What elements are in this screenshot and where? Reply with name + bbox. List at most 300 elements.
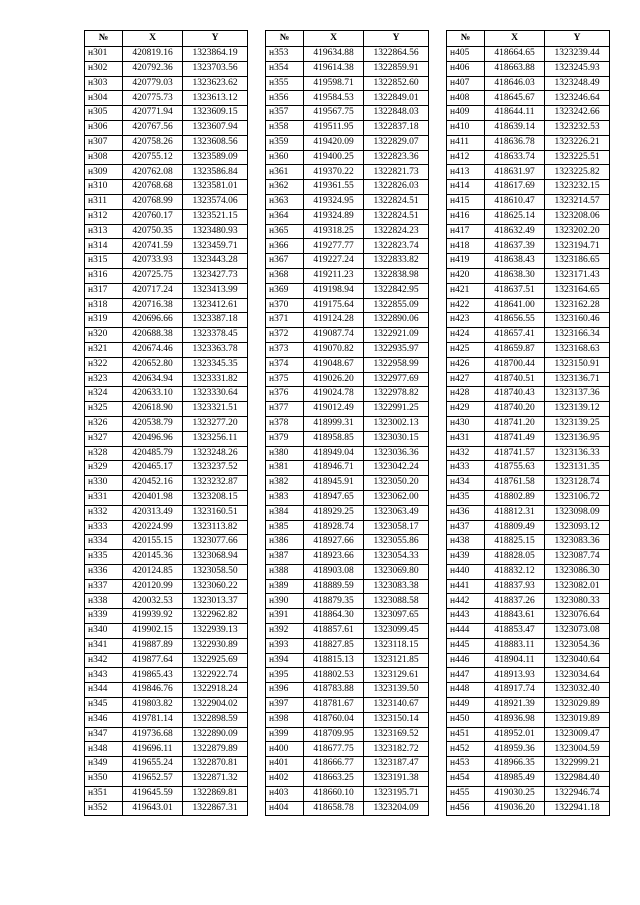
table-row — [85, 579, 248, 594]
x-coordinate-cell: 420155.15 — [123, 535, 183, 550]
table-row — [85, 357, 248, 372]
x-coordinate-cell: 419277.77 — [304, 239, 364, 254]
x-coordinate-cell: 418952.01 — [485, 727, 545, 742]
y-coordinate-cell: 1322946.74 — [545, 786, 610, 801]
y-coordinate-cell: 1323226.21 — [545, 135, 610, 150]
table-row — [85, 416, 248, 431]
y-coordinate-cell: 1322823.36 — [364, 150, 429, 165]
y-coordinate-cell: 1322821.73 — [364, 165, 429, 180]
x-coordinate-cell: 418638.43 — [485, 254, 545, 269]
point-number-cell: н384 — [266, 505, 304, 520]
point-number-cell: н432 — [447, 446, 485, 461]
y-coordinate-cell: 1323093.12 — [545, 520, 610, 535]
x-coordinate-cell: 420032.53 — [123, 594, 183, 609]
table-row — [447, 476, 610, 491]
table-row — [85, 653, 248, 668]
y-coordinate-cell: 1323058.50 — [183, 564, 248, 579]
point-number-cell: н374 — [266, 357, 304, 372]
y-coordinate-cell: 1323412.61 — [183, 298, 248, 313]
y-coordinate-cell: 1323232.15 — [545, 180, 610, 195]
y-coordinate-cell: 1323129.61 — [364, 668, 429, 683]
y-coordinate-cell: 1322898.59 — [183, 712, 248, 727]
x-coordinate-cell: 418631.97 — [485, 165, 545, 180]
y-coordinate-cell: 1322935.97 — [364, 342, 429, 357]
y-coordinate-cell: 1323136.95 — [545, 431, 610, 446]
point-number-cell: н379 — [266, 431, 304, 446]
point-number-cell: н348 — [85, 742, 123, 757]
point-number-cell: н339 — [85, 609, 123, 624]
x-coordinate-cell: 419696.11 — [123, 742, 183, 757]
y-coordinate-cell: 1322870.81 — [183, 757, 248, 772]
point-number-cell: н381 — [266, 461, 304, 476]
x-coordinate-cell: 418936.98 — [485, 712, 545, 727]
table-row — [266, 91, 429, 106]
point-number-cell: н305 — [85, 106, 123, 121]
x-coordinate-cell: 420768.99 — [123, 194, 183, 209]
x-coordinate-cell: 418966.35 — [485, 757, 545, 772]
point-number-cell: н364 — [266, 209, 304, 224]
point-number-cell: н435 — [447, 490, 485, 505]
x-coordinate-cell: 418828.05 — [485, 550, 545, 565]
x-coordinate-cell: 419420.09 — [304, 135, 364, 150]
x-coordinate-cell: 419124.28 — [304, 313, 364, 328]
y-coordinate-cell: 1322962.82 — [183, 609, 248, 624]
table-row — [447, 106, 610, 121]
x-coordinate-cell: 418761.58 — [485, 476, 545, 491]
table-row — [266, 135, 429, 150]
point-number-cell: н346 — [85, 712, 123, 727]
point-number-cell: н325 — [85, 402, 123, 417]
table-row — [85, 209, 248, 224]
y-coordinate-cell: 1323150.91 — [545, 357, 610, 372]
y-coordinate-cell: 1323248.26 — [183, 446, 248, 461]
y-coordinate-cell: 1322864.56 — [364, 47, 429, 62]
table-row — [85, 165, 248, 180]
y-coordinate-cell: 1323076.64 — [545, 609, 610, 624]
y-coordinate-cell: 1322978.82 — [364, 387, 429, 402]
y-coordinate-cell: 1323521.15 — [183, 209, 248, 224]
point-number-cell: н410 — [447, 120, 485, 135]
table-row — [447, 550, 610, 565]
table-row — [85, 638, 248, 653]
point-number-cell: н448 — [447, 683, 485, 698]
y-coordinate-cell: 1323136.71 — [545, 372, 610, 387]
y-coordinate-cell: 1323239.44 — [545, 47, 610, 62]
x-coordinate-cell: 418917.74 — [485, 683, 545, 698]
table-row — [447, 461, 610, 476]
x-coordinate-cell: 420779.03 — [123, 76, 183, 91]
y-coordinate-cell: 1323054.33 — [364, 550, 429, 565]
table-row — [85, 224, 248, 239]
y-coordinate-cell: 1323063.49 — [364, 505, 429, 520]
x-coordinate-cell: 420688.38 — [123, 328, 183, 343]
table-row — [447, 194, 610, 209]
x-coordinate-cell: 420717.24 — [123, 283, 183, 298]
x-coordinate-cell: 418755.63 — [485, 461, 545, 476]
point-number-cell: н382 — [266, 476, 304, 491]
x-coordinate-cell: 418904.11 — [485, 653, 545, 668]
point-number-cell: н452 — [447, 742, 485, 757]
point-number-cell: н454 — [447, 772, 485, 787]
table-row — [85, 313, 248, 328]
x-coordinate-cell: 418783.88 — [304, 683, 364, 698]
point-number-cell: н354 — [266, 61, 304, 76]
y-coordinate-cell: 1323080.33 — [545, 594, 610, 609]
table-row — [447, 224, 610, 239]
x-coordinate-cell: 418923.66 — [304, 550, 364, 565]
x-coordinate-cell: 418812.31 — [485, 505, 545, 520]
table-row — [85, 180, 248, 195]
point-number-cell: н335 — [85, 550, 123, 565]
table-row — [266, 624, 429, 639]
x-coordinate-cell: 419175.64 — [304, 298, 364, 313]
y-coordinate-cell: 1322904.02 — [183, 698, 248, 713]
point-number-cell: н341 — [85, 638, 123, 653]
x-coordinate-cell: 419645.59 — [123, 786, 183, 801]
y-coordinate-cell: 1322824.51 — [364, 209, 429, 224]
x-coordinate-cell: 420819.16 — [123, 47, 183, 62]
table-row — [447, 165, 610, 180]
point-number-cell: н368 — [266, 268, 304, 283]
table-row — [266, 268, 429, 283]
table-row — [266, 106, 429, 121]
table-row — [266, 76, 429, 91]
y-coordinate-cell: 1322869.81 — [183, 786, 248, 801]
x-coordinate-cell: 419087.74 — [304, 328, 364, 343]
point-number-cell: н361 — [266, 165, 304, 180]
y-coordinate-cell: 1323054.36 — [545, 638, 610, 653]
point-number-cell: н375 — [266, 372, 304, 387]
table-row — [85, 786, 248, 801]
y-coordinate-cell: 1322890.09 — [183, 727, 248, 742]
point-number-cell: н338 — [85, 594, 123, 609]
y-coordinate-cell: 1323139.12 — [545, 402, 610, 417]
x-coordinate-cell: 419584.53 — [304, 91, 364, 106]
y-coordinate-cell: 1323050.20 — [364, 476, 429, 491]
y-coordinate-cell: 1323139.25 — [545, 416, 610, 431]
table-row — [85, 254, 248, 269]
y-coordinate-cell: 1323002.13 — [364, 416, 429, 431]
y-coordinate-cell: 1322890.06 — [364, 313, 429, 328]
point-number-cell: н449 — [447, 698, 485, 713]
point-number-cell: н324 — [85, 387, 123, 402]
table-row — [447, 283, 610, 298]
point-number-cell: н391 — [266, 609, 304, 624]
point-number-cell: н430 — [447, 416, 485, 431]
y-coordinate-cell: 1322939.13 — [183, 624, 248, 639]
table-row — [85, 194, 248, 209]
y-coordinate-cell: 1323345.35 — [183, 357, 248, 372]
x-coordinate-cell: 419736.68 — [123, 727, 183, 742]
point-number-cell: н395 — [266, 668, 304, 683]
point-number-cell: н323 — [85, 372, 123, 387]
point-number-cell: н419 — [447, 254, 485, 269]
x-coordinate-cell: 418660.10 — [304, 786, 364, 801]
y-coordinate-cell: 1322848.03 — [364, 106, 429, 121]
point-number-cell: н388 — [266, 564, 304, 579]
y-coordinate-cell: 1323242.66 — [545, 106, 610, 121]
y-coordinate-cell: 1322842.95 — [364, 283, 429, 298]
table-row — [85, 61, 248, 76]
point-number-cell: н420 — [447, 268, 485, 283]
y-coordinate-cell: 1323073.08 — [545, 624, 610, 639]
y-coordinate-cell: 1323232.53 — [545, 120, 610, 135]
y-coordinate-cell: 1323623.62 — [183, 76, 248, 91]
point-number-cell: н417 — [447, 224, 485, 239]
table-row — [85, 742, 248, 757]
point-number-cell: н405 — [447, 47, 485, 62]
y-coordinate-cell: 1323609.15 — [183, 106, 248, 121]
table-row — [447, 402, 610, 417]
x-coordinate-cell: 418740.20 — [485, 402, 545, 417]
point-number-cell: н304 — [85, 91, 123, 106]
point-number-cell: н367 — [266, 254, 304, 269]
x-coordinate-cell: 420496.96 — [123, 431, 183, 446]
column-header-x: X — [304, 31, 364, 47]
point-number-cell: н436 — [447, 505, 485, 520]
point-number-cell: н441 — [447, 579, 485, 594]
x-coordinate-cell: 420768.68 — [123, 180, 183, 195]
x-coordinate-cell: 418857.61 — [304, 624, 364, 639]
point-number-cell: н336 — [85, 564, 123, 579]
point-number-cell: н421 — [447, 283, 485, 298]
x-coordinate-cell: 419865.43 — [123, 668, 183, 683]
y-coordinate-cell: 1323009.47 — [545, 727, 610, 742]
y-coordinate-cell: 1323363.78 — [183, 342, 248, 357]
y-coordinate-cell: 1323195.71 — [364, 786, 429, 801]
table-row — [447, 579, 610, 594]
y-coordinate-cell: 1323160.51 — [183, 505, 248, 520]
x-coordinate-cell: 418825.15 — [485, 535, 545, 550]
table-row — [85, 461, 248, 476]
point-number-cell: н439 — [447, 550, 485, 565]
point-number-cell: н394 — [266, 653, 304, 668]
point-number-cell: н415 — [447, 194, 485, 209]
y-coordinate-cell: 1323427.73 — [183, 268, 248, 283]
y-coordinate-cell: 1323034.64 — [545, 668, 610, 683]
x-coordinate-cell: 418637.39 — [485, 239, 545, 254]
x-coordinate-cell: 418781.67 — [304, 698, 364, 713]
table-row — [266, 683, 429, 698]
coordinates-table-3 — [446, 30, 610, 816]
y-coordinate-cell: 1323128.74 — [545, 476, 610, 491]
x-coordinate-cell: 419846.76 — [123, 683, 183, 698]
point-number-cell: н378 — [266, 416, 304, 431]
table-row — [266, 194, 429, 209]
y-coordinate-cell: 1323019.89 — [545, 712, 610, 727]
point-number-cell: н357 — [266, 106, 304, 121]
x-coordinate-cell: 419652.57 — [123, 772, 183, 787]
y-coordinate-cell: 1323004.59 — [545, 742, 610, 757]
y-coordinate-cell: 1323256.11 — [183, 431, 248, 446]
point-number-cell: н409 — [447, 106, 485, 121]
table-row — [85, 150, 248, 165]
point-number-cell: н396 — [266, 683, 304, 698]
point-number-cell: н438 — [447, 535, 485, 550]
table-row — [447, 624, 610, 639]
point-number-cell: н358 — [266, 120, 304, 135]
point-number-cell: н317 — [85, 283, 123, 298]
x-coordinate-cell: 418883.11 — [485, 638, 545, 653]
table-row — [447, 150, 610, 165]
table-row — [85, 431, 248, 446]
point-number-cell: н423 — [447, 313, 485, 328]
table-row — [447, 535, 610, 550]
y-coordinate-cell: 1323160.46 — [545, 313, 610, 328]
table-row — [447, 239, 610, 254]
y-coordinate-cell: 1323069.80 — [364, 564, 429, 579]
table-row — [266, 535, 429, 550]
table-row — [85, 328, 248, 343]
y-coordinate-cell: 1322984.40 — [545, 772, 610, 787]
table-row — [85, 342, 248, 357]
point-number-cell: н402 — [266, 772, 304, 787]
table-row — [266, 357, 429, 372]
table-row — [266, 668, 429, 683]
point-number-cell: н428 — [447, 387, 485, 402]
table-row — [447, 698, 610, 713]
table-row — [447, 328, 610, 343]
y-coordinate-cell: 1323083.36 — [545, 535, 610, 550]
y-coordinate-cell: 1323121.85 — [364, 653, 429, 668]
y-coordinate-cell: 1322852.60 — [364, 76, 429, 91]
x-coordinate-cell: 420618.90 — [123, 402, 183, 417]
y-coordinate-cell: 1323589.09 — [183, 150, 248, 165]
x-coordinate-cell: 419567.75 — [304, 106, 364, 121]
y-coordinate-cell: 1323608.56 — [183, 135, 248, 150]
table-row — [266, 254, 429, 269]
table-row — [266, 120, 429, 135]
point-number-cell: н413 — [447, 165, 485, 180]
table-row — [266, 209, 429, 224]
point-number-cell: н451 — [447, 727, 485, 742]
y-coordinate-cell: 1323864.19 — [183, 47, 248, 62]
x-coordinate-cell: 420771.94 — [123, 106, 183, 121]
column-header-number: № — [85, 31, 123, 47]
x-coordinate-cell: 418760.04 — [304, 712, 364, 727]
table-row — [266, 653, 429, 668]
x-coordinate-cell: 420485.79 — [123, 446, 183, 461]
y-coordinate-cell: 1323086.30 — [545, 564, 610, 579]
y-coordinate-cell: 1322941.18 — [545, 801, 610, 816]
table-row — [85, 135, 248, 150]
y-coordinate-cell: 1322922.74 — [183, 668, 248, 683]
point-number-cell: н331 — [85, 490, 123, 505]
point-number-cell: н313 — [85, 224, 123, 239]
table-row — [447, 757, 610, 772]
point-number-cell: н320 — [85, 328, 123, 343]
x-coordinate-cell: 418638.30 — [485, 268, 545, 283]
point-number-cell: н397 — [266, 698, 304, 713]
y-coordinate-cell: 1323097.65 — [364, 609, 429, 624]
y-coordinate-cell: 1322925.69 — [183, 653, 248, 668]
y-coordinate-cell: 1322991.25 — [364, 402, 429, 417]
point-number-cell: н322 — [85, 357, 123, 372]
table-row — [85, 712, 248, 727]
table-row — [266, 180, 429, 195]
y-coordinate-cell: 1323277.20 — [183, 416, 248, 431]
table-row — [85, 757, 248, 772]
x-coordinate-cell: 418656.55 — [485, 313, 545, 328]
x-coordinate-cell: 418889.59 — [304, 579, 364, 594]
table-row — [447, 76, 610, 91]
x-coordinate-cell: 419634.88 — [304, 47, 364, 62]
point-number-cell: н301 — [85, 47, 123, 62]
table-row — [266, 402, 429, 417]
table-row — [85, 387, 248, 402]
table-row — [266, 446, 429, 461]
point-number-cell: н416 — [447, 209, 485, 224]
point-number-cell: н386 — [266, 535, 304, 550]
y-coordinate-cell: 1323225.82 — [545, 165, 610, 180]
y-coordinate-cell: 1322838.98 — [364, 268, 429, 283]
table-row — [266, 431, 429, 446]
point-number-cell: н412 — [447, 150, 485, 165]
column-header-number: № — [447, 31, 485, 47]
x-coordinate-cell: 419211.23 — [304, 268, 364, 283]
y-coordinate-cell: 1323225.51 — [545, 150, 610, 165]
table-row — [266, 298, 429, 313]
table-row — [266, 564, 429, 579]
point-number-cell: н453 — [447, 757, 485, 772]
x-coordinate-cell: 418921.39 — [485, 698, 545, 713]
table-row — [266, 505, 429, 520]
point-number-cell: н401 — [266, 757, 304, 772]
y-coordinate-cell: 1323106.72 — [545, 490, 610, 505]
table-row — [85, 283, 248, 298]
x-coordinate-cell: 418947.65 — [304, 490, 364, 505]
point-number-cell: н372 — [266, 328, 304, 343]
table-row — [447, 638, 610, 653]
y-coordinate-cell: 1323331.82 — [183, 372, 248, 387]
x-coordinate-cell: 418633.74 — [485, 150, 545, 165]
table-row — [85, 668, 248, 683]
y-coordinate-cell: 1323169.52 — [364, 727, 429, 742]
x-coordinate-cell: 418677.75 — [304, 742, 364, 757]
y-coordinate-cell: 1323246.64 — [545, 91, 610, 106]
x-coordinate-cell: 420762.08 — [123, 165, 183, 180]
table-row — [447, 91, 610, 106]
x-coordinate-cell: 420760.17 — [123, 209, 183, 224]
point-number-cell: н440 — [447, 564, 485, 579]
table-header-row — [85, 31, 248, 47]
y-coordinate-cell: 1323029.89 — [545, 698, 610, 713]
y-coordinate-cell: 1323099.45 — [364, 624, 429, 639]
x-coordinate-cell: 418741.49 — [485, 431, 545, 446]
x-coordinate-cell: 420124.85 — [123, 564, 183, 579]
x-coordinate-cell: 418663.88 — [485, 61, 545, 76]
table-row — [447, 254, 610, 269]
x-coordinate-cell: 418802.53 — [304, 668, 364, 683]
table-row — [85, 535, 248, 550]
point-number-cell: н400 — [266, 742, 304, 757]
x-coordinate-cell: 418666.77 — [304, 757, 364, 772]
point-number-cell: н422 — [447, 298, 485, 313]
table-row — [447, 772, 610, 787]
y-coordinate-cell: 1323082.01 — [545, 579, 610, 594]
x-coordinate-cell: 420224.99 — [123, 520, 183, 535]
x-coordinate-cell: 418740.51 — [485, 372, 545, 387]
table-row — [447, 520, 610, 535]
point-number-cell: н376 — [266, 387, 304, 402]
x-coordinate-cell: 418617.69 — [485, 180, 545, 195]
table-row — [266, 490, 429, 505]
x-coordinate-cell: 420792.36 — [123, 61, 183, 76]
table-row — [85, 801, 248, 816]
x-coordinate-cell: 419030.25 — [485, 786, 545, 801]
point-number-cell: н344 — [85, 683, 123, 698]
x-coordinate-cell: 418949.04 — [304, 446, 364, 461]
